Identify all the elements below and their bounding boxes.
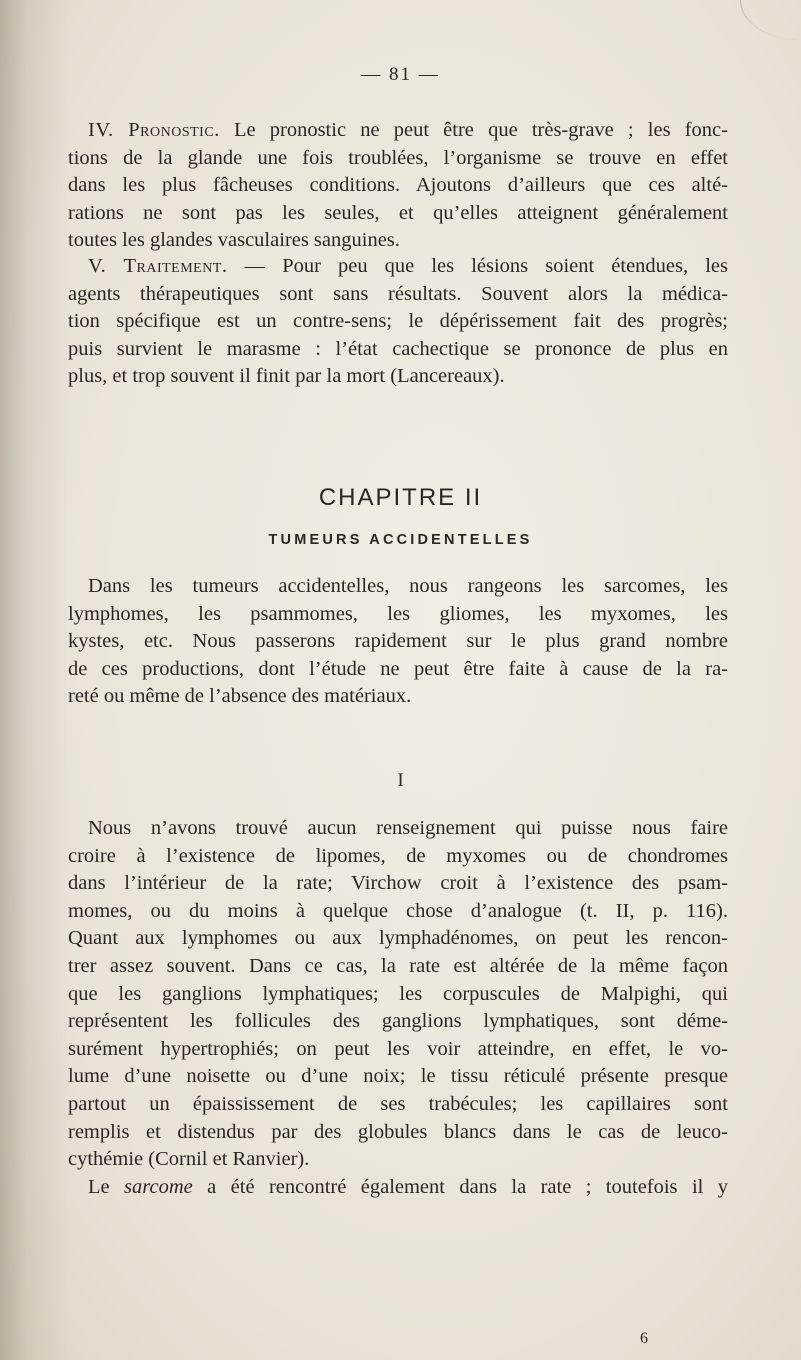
text-line: surément hypertrophiés; on peut les voir atteindre, en effet, le vo- — [68, 1037, 728, 1060]
text-line: croire à l’existence de lipomes, de myxomes ou de chondromes — [68, 844, 728, 867]
text-line: Quant aux lymphomes ou aux lymphadénomes, on peut les rencon- — [68, 927, 728, 950]
text-line: puis survient le marasme : l’état cachectique se prononce de plus en — [68, 337, 728, 360]
text-line: reté ou même de l’absence des matériaux. — [68, 685, 412, 708]
text-line: cythémie (Cornil et Ranvier). — [68, 1148, 310, 1171]
signature-mark: 6 — [640, 1330, 648, 1347]
text-line: remplis et distendus par des globules blancs dans le cas de leuco- — [68, 1120, 728, 1143]
text-line: Dans les tumeurs accidentelles, nous rangeons les sarcomes, les — [88, 575, 728, 597]
text-line: que les ganglions lymphatiques; les corpuscules de Malpighi, qui — [68, 982, 728, 1005]
text-line: représentent les follicules des ganglions lymphatiques, sont déme- — [68, 1010, 728, 1033]
text-line: V. Traitement. — Pour peu que les lésions soient étendues, les — [88, 255, 728, 277]
text-line: trer assez souvent. Dans ce cas, la rate est altérée de la même façon — [68, 954, 728, 977]
text-line: plus, et trop souvent il finit par la mort (Lancereaux). — [68, 365, 505, 388]
italic-term: sarcome — [124, 1175, 193, 1198]
section-i-paragraph — [68, 815, 728, 1201]
chapter-title: CHAPITRE II — [318, 484, 483, 511]
text-line: Le sarcome a été rencontré également dans la rate ; toutefois il y — [88, 1175, 728, 1198]
text-line: de ces productions, dont l’étude ne peut être faite à cause de la ra- — [68, 657, 728, 680]
text-line: tion spécifique est un contre-sens; le dépérissement fait des progrès; — [68, 310, 728, 333]
text-line: lume d’une noisette ou d’une noix; le tissu réticulé présente presque — [68, 1065, 728, 1088]
text-line: agents thérapeutiques sont sans résultats. Souvent alors la médica- — [68, 282, 728, 305]
section-iv-paragraph — [68, 117, 728, 255]
chapter-subtitle: TUMEURS ACCIDENTELLES — [268, 532, 533, 548]
text-line: Nous n’avons trouvé aucun renseignement qui puisse nous faire — [88, 817, 728, 839]
text-line: tions de la glande une fois troublées, l’organisme se trouve en effet — [68, 146, 728, 169]
section-iv-heading: IV. Pronostic. — [88, 119, 220, 141]
text-line: lymphomes, les psammomes, les gliomes, les myxomes, les — [68, 602, 728, 625]
page-corner-fold — [740, 0, 801, 40]
page-number: — 81 — — [361, 64, 440, 85]
section-v-heading: V. Traitement. — [88, 255, 228, 277]
text-line: kystes, etc. Nous passerons rapidement sur le plus grand nombre — [68, 630, 728, 653]
text-line: partout un épaississement de ses trabécules; les capillaires sont — [68, 1092, 728, 1115]
section-v-paragraph — [68, 253, 728, 391]
section-number: I — [397, 770, 404, 791]
text-line: dans les plus fâcheuses conditions. Ajoutons d’ailleurs que ces alté- — [68, 174, 728, 197]
text-line: toutes les glandes vasculaires sanguines. — [68, 229, 400, 252]
text-line: momes, ou du moins à quelque chose d’analogue (t. II, p. 116). — [68, 899, 728, 922]
text-line: rations ne sont pas les seules, et qu’elles atteignent généralement — [68, 201, 728, 224]
text-line: dans l’intérieur de la rate; Virchow croit à l’existence des psam- — [68, 872, 728, 895]
text-line: IV. Pronostic. Le pronostic ne peut être que très-grave ; les fonc- — [88, 119, 728, 141]
intro-paragraph — [68, 573, 728, 711]
